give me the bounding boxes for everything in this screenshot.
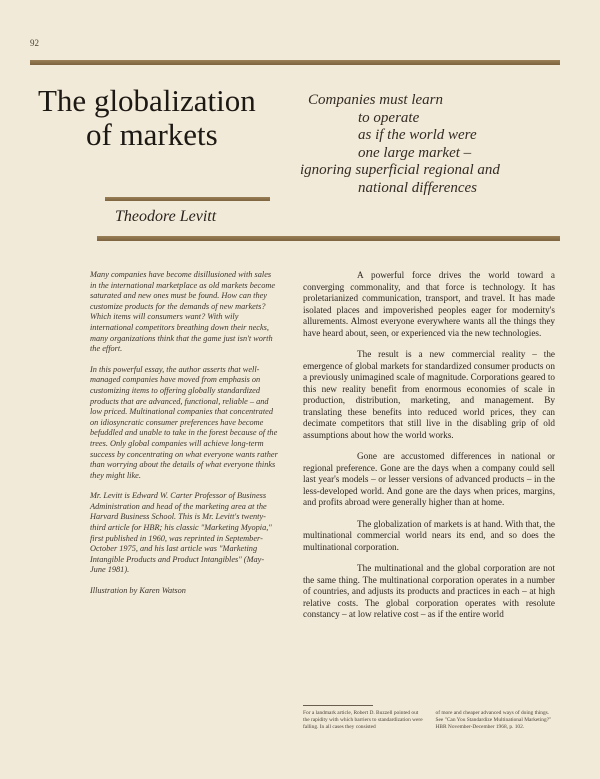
body-paragraph: The result is a new commercial reality – the emergence of global markets for standardized consumer products on a previously unimagined scale of magnitude. Corporations geared to this new reality benefit from enormous economies of scale in production, distribution, marketing, and management. By translating these benefits into reduced world prices, they can decimate competitors that still live in the disabling grip of old assumptions about how the world works. bbox=[303, 349, 555, 440]
illustration-credit: Illustration by Karen Watson bbox=[90, 586, 186, 596]
footnote-left: For a landmark article, Robert D. Buzzell pointed out the rapidity with which barriers to standardization were falling. In all cases they consisted bbox=[303, 710, 423, 730]
deck-line: Companies must learn bbox=[308, 92, 443, 108]
footnote-rule bbox=[303, 705, 373, 706]
summary-paragraph: In this powerful essay, the author asserts that well-managed companies have moved from emphasis on customizing items to offering globally standardized products that are advanced, functional, reliable – and low priced. Multinational companies that concentrated on idiosyncratic consumer preferences have become befuddled and unable to take in the forest because of the trees. Only global companies will achieve long-term success by concentrating on what everyone wants rather than worrying about the details of what everyone thinks they might like. bbox=[90, 364, 278, 480]
body-paragraph: The globalization of markets is at hand. With that, the multinational commercial world nears its end, and so does the multinational corporation. bbox=[303, 518, 555, 552]
section-rule bbox=[97, 236, 560, 241]
deck-line: as if the world were bbox=[358, 127, 477, 143]
title-line-1: The globalization bbox=[38, 83, 256, 118]
body-column bbox=[303, 270, 555, 631]
article-deck bbox=[300, 92, 570, 197]
footnote-right: of more and cheaper advanced ways of doing things. See "Can You Standardize Multinational Marketing?" HBR November-December 1968, p. 102. bbox=[435, 710, 552, 730]
title-line-2: of markets bbox=[86, 117, 218, 152]
deck-line: one large market – bbox=[358, 144, 472, 161]
page-number: 92 bbox=[30, 38, 39, 48]
author-rule bbox=[105, 197, 270, 201]
author-byline: Theodore Levitt bbox=[115, 208, 217, 225]
body-paragraph: Gone are accustomed differences in national or regional preference. Gone are the days when a company could sell last year's models – or lesser versions of advanced products – in the less-developed world. And gone are the days when prices, margins, and profits abroad were generally higher than at home. bbox=[303, 451, 555, 507]
sidebar-column bbox=[90, 270, 278, 607]
author-bio: Mr. Levitt is Edward W. Carter Professor of Business Administration and head of the marketing area at the Harvard Business School. This is Mr. Levitt's twenty-third article for HBR; his classic "Marketing Myopia," first published in 1960, was reprinted in September-October 1975, and his last article was "Marketing Intangible Products and Product Intangibles" (May-June 1981). bbox=[90, 491, 272, 575]
footnotes bbox=[303, 710, 558, 731]
body-paragraph: A powerful force drives the world toward a converging commonality, and that force is technology. It has proletarianized communication, transport, and travel. It has made isolated places and impoverished peoples eager for modernity's allurements. Almost everyone everywhere wants all the things they have heard about, seen, or experienced via the new technologies. bbox=[303, 270, 555, 338]
deck-line: ignoring superficial regional and bbox=[300, 162, 500, 178]
body-paragraph: The multinational and the global corporation are not the same thing. The multinational corporation operates in a number of countries, and adjusts its products and practices in each – at high relative costs. The global corporation operates with resolute constancy – at low relative cost – as if the entire world bbox=[303, 563, 555, 619]
top-rule bbox=[30, 60, 560, 65]
intro-paragraph: Many companies have become disillusioned with sales in the international marketplace as old markets become saturated and new ones must be found. How can they customize products for the demands of new markets? Which items will consumers want? With wily international competitors breathing down their necks, many organizations think that the game just isn't worth the effort. bbox=[90, 270, 276, 354]
deck-line: national differences bbox=[358, 179, 478, 196]
article-title bbox=[38, 84, 278, 152]
deck-line: to operate bbox=[358, 109, 420, 126]
